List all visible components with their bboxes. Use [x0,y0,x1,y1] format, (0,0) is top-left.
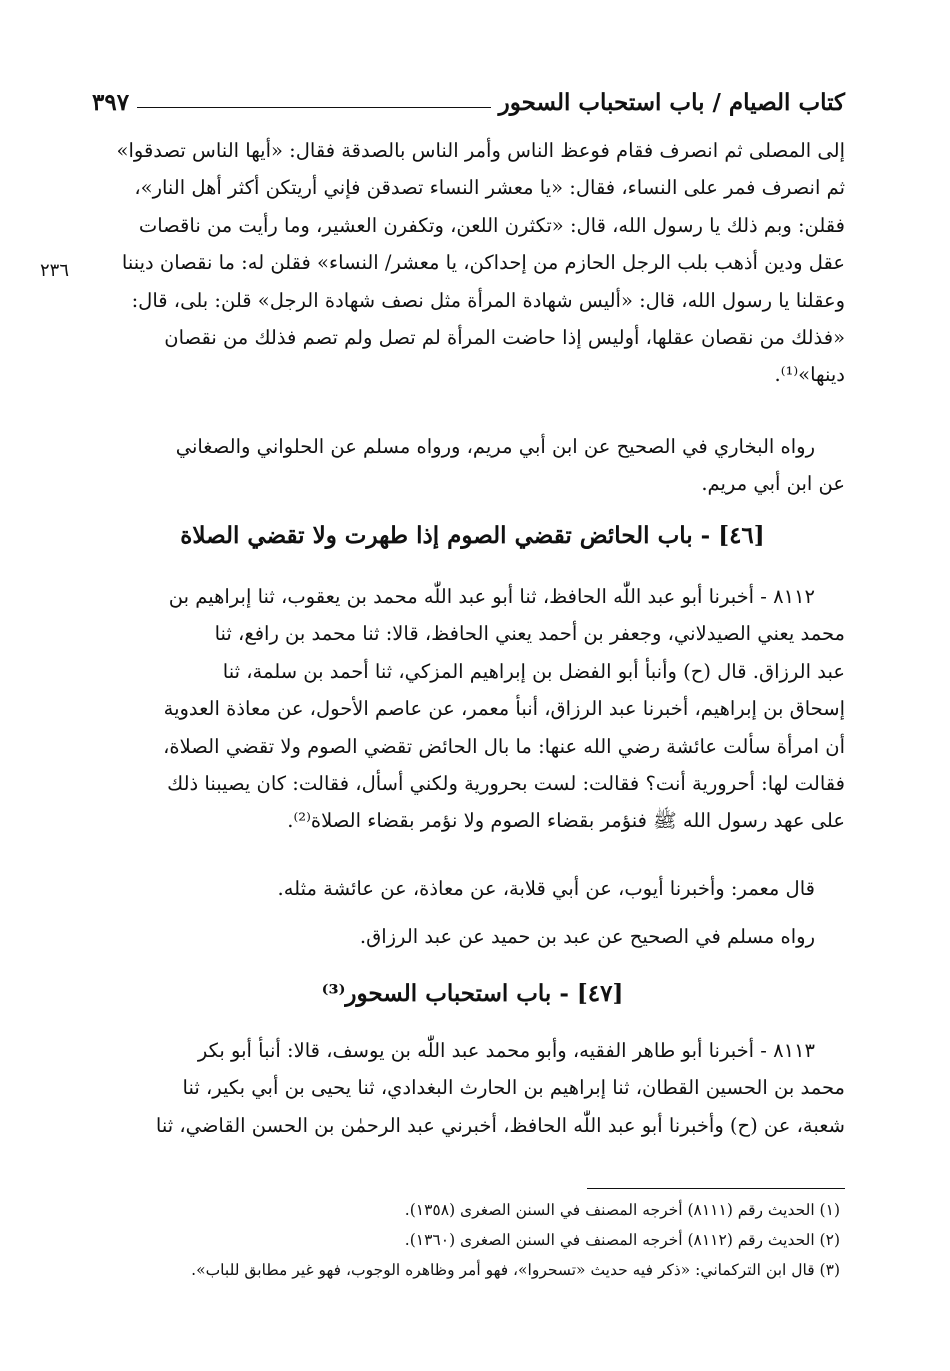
margin-note: ٢٣٦ [40,260,70,281]
paragraph-maamar [100,870,845,907]
text-line: وعقلنا يا رسول الله، قال: «أليس شهادة المرأة مثل نصف شهادة الرجل» قلن: بلى، قال: [131,288,845,312]
text-line: شعبة، عن (ح) وأخبرنا أبو عبد اللّٰه الحافظ، أخبرني عبد الرحمٰن بن الحسن القاضي، ثنا [155,1113,845,1137]
text-line: محمد يعني الصيدلاني، وجعفر بن أحمد يعني الحافظ، قالا: ثنا محمد بن رافع، ثنا [214,622,845,646]
text-line: رواه مسلم في الصحيح عن عبد بن حميد عن عبد الرزاق. [359,925,815,948]
section-heading-47: [٤٧] - باب استحباب السحور⁽³⁾ [321,980,624,1007]
text-line: رواه البخاري في الصحيح عن ابن أبي مريم، ورواه مسلم عن الحلواني والصغاني [175,435,815,458]
running-title: كتاب الصيام / باب استحباب السحور [498,89,845,116]
text-line: عقل ودين أذهب بلب الرجل الحازم من إحداكن، يا معشر/ النساء» فقلن له: ما نقصان ديننا [121,251,845,275]
paragraph-hadith-8111-end [100,132,845,394]
section-heading-46: [٤٦] - باب الحائض تقضي الصوم إذا طهرت ولا تقضي الصلاة [180,522,765,549]
footnotes [100,1195,840,1285]
page-number: ٣٩٧ [92,89,130,116]
footnote-separator [587,1188,845,1189]
text-line: إسحاق بن إبراهيم، أخبرنا عبد الرزاق، أنبأ معمر، عن عاصم الأحول، عن معاذة العدوية [163,697,845,721]
text-line: فقلن: وبم ذلك يا رسول الله، قال: «تكثرن اللعن، وتكفرن العشير، وما رأيت من ناقصات [138,213,845,237]
text-line: على عهد رسول الله ﷺ فنؤمر بقضاء الصوم ولا نؤمر بقضاء الصلاة⁽²⁾. [287,809,845,833]
text-line: ٨١١٣ - أخبرنا أبو طاهر الفقيه، وأبو محمد عبد اللّٰه بن يوسف، قالا: أنبأ أبو بكر [197,1039,815,1062]
text-line: «فذلك من نقصان عقلها، أوليس إذا حاضت المرأة لم تصل ولم تصم فذلك من نقصان [164,326,845,350]
text-line: أن امرأة سألت عائشة رضي الله عنها: ما بال الحائض تقضي الصوم ولا تقضي الصلاة، [163,734,845,758]
text-line: إلى المصلى ثم انصرف فقام فوعظ الناس وأمر الناس بالصدقة فقال: «أيها الناس تصدقوا» [116,139,845,162]
footnote-1: (١) الحديث رقم (٨١١١) أخرجه المصنف في السنن الصغرى (١٣٥٨). [404,1201,840,1219]
text-line: دينها»⁽¹⁾. [774,363,845,387]
text-line: عن ابن أبي مريم. [701,472,845,496]
text-line: ثم انصرف فمر على النساء، فقال: «يا معشر النساء تصدقن فإني أريتكن أكثر أهل النار»، [134,176,845,200]
text-line: محمد بن الحسين القطان، ثنا إبراهيم بن الحارث البغدادي، ثنا يحيى بن أبي بكير، ثنا [182,1076,845,1100]
text-line: ٨١١٢ - أخبرنا أبو عبد اللّٰه الحافظ، ثنا أبو عبد اللّٰه محمد بن يعقوب، ثنا إبراهيم بن [168,585,815,608]
footnote-2: (٢) الحديث رقم (٨١١٢) أخرجه المصنف في السنن الصغرى (١٣٦٠). [404,1231,840,1249]
paragraph-hadith-8113 [100,1032,845,1144]
page-header [92,76,845,116]
text-line: فقالت لها: أحرورية أنت؟ فقالت: لست بحرورية ولكني أسأل، فقالت: كان يصيبنا ذلك [167,772,845,796]
footnote-3: (٣) قال ابن التركماني: «ذكر فيه حديث «تسحروا»، فهو أمر وظاهره الوجوب، فهو غير مطابق للباب». [191,1261,840,1279]
paragraph-takhrij-2 [100,918,845,955]
text-line: قال معمر: وأخبرنا أيوب، عن أبي قلابة، عن معاذة، عن عائشة مثله. [277,877,815,900]
paragraph-hadith-8112 [100,578,845,840]
paragraph-takhrij-1 [100,428,845,503]
text-line: عبد الرزاق. قال (ح) وأنبأ أبو الفضل بن إبراهيم المزكي، ثنا أحمد بن سلمة، ثنا [222,659,845,683]
header-rule [137,107,491,108]
